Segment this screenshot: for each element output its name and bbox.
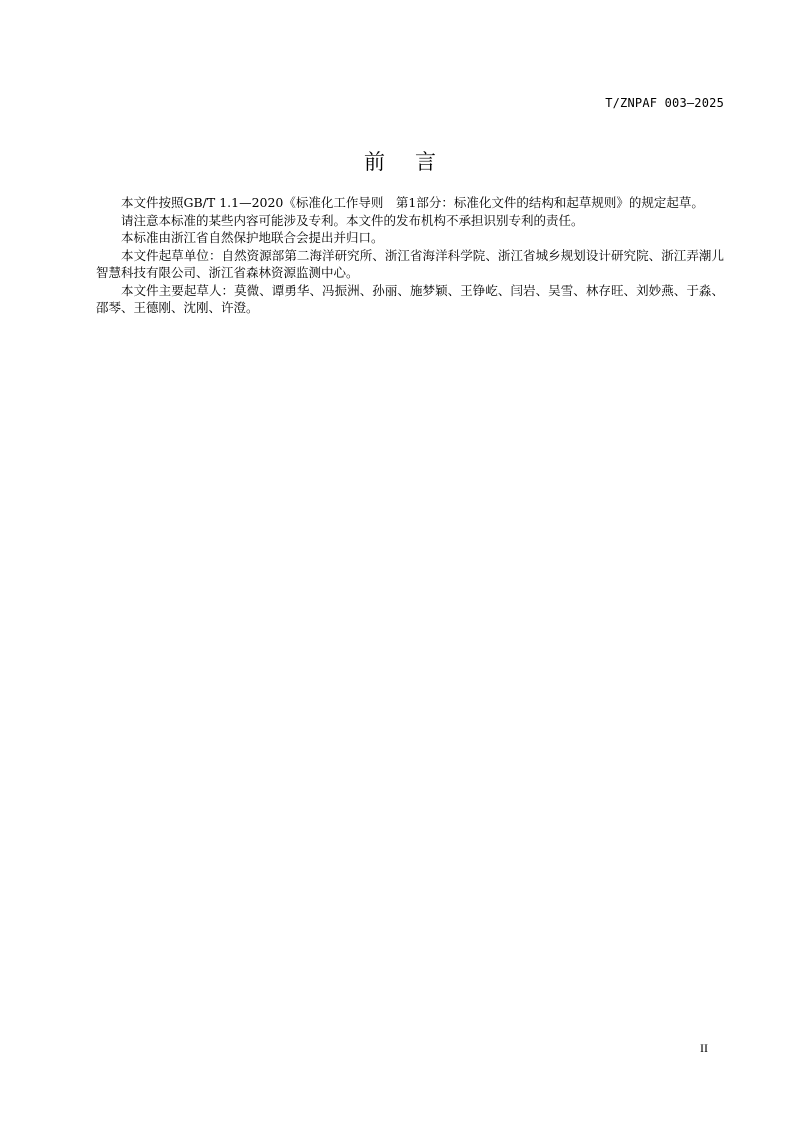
- paragraph-drafting-basis: 本文件按照GB/T 1.1—2020《标准化工作导则 第1部分：标准化文件的结构和起草规则》的规定起草。: [121, 195, 704, 210]
- page-number: II: [700, 1041, 708, 1055]
- page-title: 前言: [364, 150, 466, 174]
- paragraph-proposer: 本标准由浙江省自然保护地联合会提出并归口。: [121, 230, 384, 245]
- document-code: T/ZNPAF 003—2025: [605, 96, 724, 110]
- body-text: [96, 194, 724, 317]
- paragraph-drafters: 本文件主要起草人：莫微、谭勇华、冯振洲、孙丽、施梦颖、王铮屹、闫岩、吴雪、林存旺、刘妙燕、于淼、邵琴、王德刚、沈刚、许澄。: [96, 282, 724, 315]
- paragraph-patent-notice: 请注意本标准的某些内容可能涉及专利。本文件的发布机构不承担识别专利的责任。: [121, 212, 584, 228]
- paragraph-drafting-units: 本文件起草单位：自然资源部第二海洋研究所、浙江省海洋科学院、浙江省城乡规划设计研究院、浙江弄潮儿智慧科技有限公司、浙江省森林资源监测中心。: [96, 247, 724, 280]
